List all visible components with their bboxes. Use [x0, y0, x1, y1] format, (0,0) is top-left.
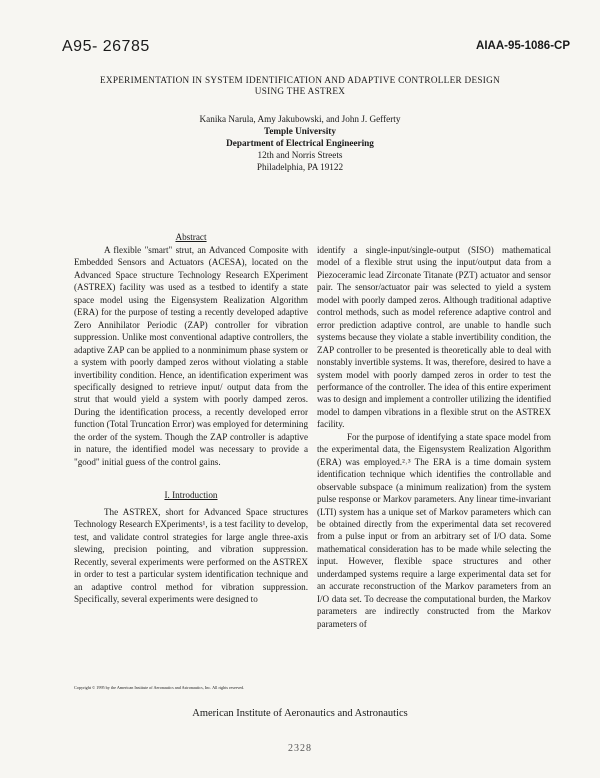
university: Temple University — [264, 126, 336, 136]
right-paragraph-2: For the purpose of identifying a state space model from the experimental data, the Eigensystem Realization Algorithm (ERA) was employed.²˒³ The ERA is a time domain system identification technique which identifies the controllable and observable subspace (a minimum realization) from the system pulse response or Markov parameters. Any linear time-invariant (LTI) system has a unique set of Markov parameters which can be obtained directly from the experimental data set recovered from a pulse input or from an arbitrary set of I/O data. Some mathematical consideration has to be made while selecting the input. However, flexible space structures and other underdamped systems require a large experimental data set for an accurate reconstruction of the Markov parameters from an I/O data set. To decrease the computational burden, the Markov parameters are indirectly constructed from the Markov parameters of — [317, 431, 551, 629]
right-paragraph-1: identify a single-input/single-output (SISO) mathematical model of a flexible strut using the input/output data from a Piezoceramic lead Zirconate Titanate (PZT) actuator and sensor pair. The sensor/actuator pair was selected to yield a system model with poorly damped zeros. Although traditional adaptive control methods, such as model reference adaptive control and error prediction adaptive control, are unable to handle such systems because they violate a stable invertibility condition, the ZAP controller to be presented is theoretically able to deal with nonstably invertible systems. It was, therefore, desired to have a system model with poorly damped zeros in order to test the performance of the controller. The idea of this entire experiment was to design and implement a controller utilizing the identified model to dampen vibrations in a flexible strut on the ASTREX facility. — [317, 245, 551, 430]
right-column — [317, 244, 551, 630]
paper-title-line-2: USING THE ASTREX — [254, 86, 346, 96]
copyright-notice: Copyright © 1995 by the American Institute of Aeronautics and Astronautics, Inc. All rights reserved. — [74, 685, 245, 690]
page-number: 2328 — [288, 743, 312, 754]
paper-id: AIAA-95-1086-CP — [476, 40, 570, 52]
publisher-footer: American Institute of Aeronautics and Astronautics — [192, 708, 408, 719]
introduction-paragraph: The ASTREX, short for Advanced Space structures Technology Research EXperiments¹, is a test facility to develop, test, and validate control strategies for large angle three-axis slewing, precision pointing, and vibration suppression. Recently, several experiments were performed on the ASTREX in order to test a particular system identification technique and an adaptive control method for vibration suppression. Specifically, several experiments were designed to — [74, 507, 308, 605]
abstract-heading: Abstract — [175, 232, 207, 242]
introduction-heading: I. Introduction — [164, 490, 218, 500]
street-address: 12th and Norris Streets — [257, 150, 343, 160]
paper-title-line-1: EXPERIMENTATION IN SYSTEM IDENTIFICATION AND ADAPTIVE CONTROLLER DESIGN — [99, 75, 501, 85]
abstract-paragraph: A flexible "smart" strut, an Advanced Composite with Embedded Sensors and Actuators (ACESA), located on the Advanced Space structure Technology Research EXperiment (ASTREX) facility was used as a testbed to identify a state space model using the Eigensystem Realization Algorithm (ERA) for the purpose of testing a recently developed adaptive Zero Annihilator Periodic (ZAP) controller for vibration suppression. Unlike most conventional adaptive controllers, the adaptive ZAP can be applied to a nonminimum phase system or a system with poorly damped zeros without violating a stable invertibility condition. Hence, an identification experiment was specifically designed to retrieve input/ output data from the strut that would yield a system with poorly damped zeros. During the identification process, a recently developed error function (Total Truncation Error) was employed for determining the order of the system. Though the ZAP controller is adaptive in nature, the identified model was necessary to provide a "good" initial guess of the control gains. — [74, 245, 308, 467]
city-address: Philadelphia, PA 19122 — [256, 162, 344, 172]
document-number: A95- 26785 — [62, 38, 150, 55]
abstract-body — [74, 244, 308, 468]
authors: Kanika Narula, Amy Jakubowski, and John J. Gefferty — [199, 114, 401, 124]
department: Department of Electrical Engineering — [226, 138, 374, 148]
introduction-body — [74, 506, 308, 606]
